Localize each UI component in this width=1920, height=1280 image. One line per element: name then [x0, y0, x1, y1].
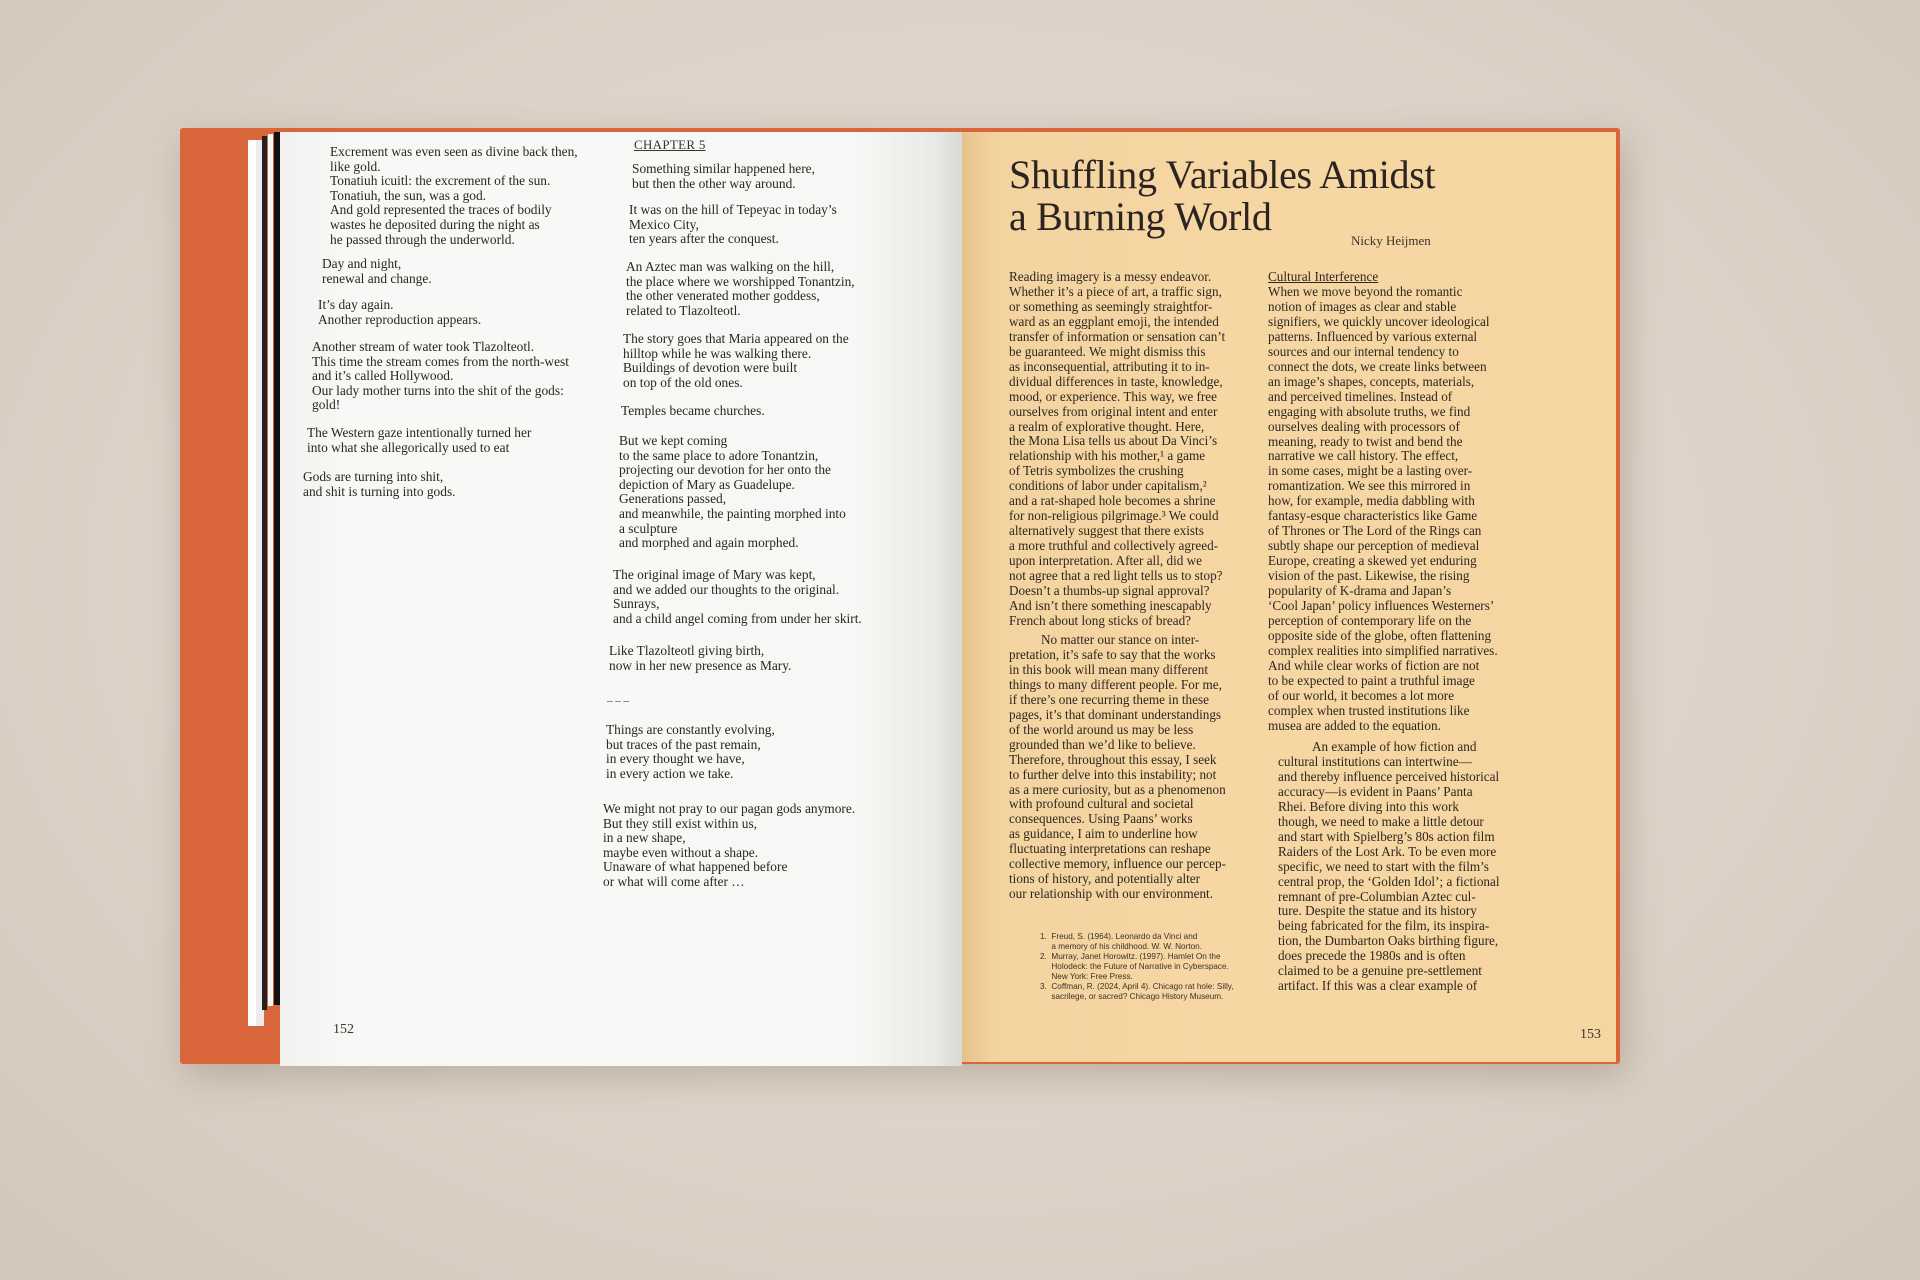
section-divider: – – – [607, 695, 629, 707]
left-column-2-block: Something similar happened here, but then the other way around. [632, 161, 815, 191]
left-column-1-block: Excrement was even seen as divine back then, like gold. Tonatiuh icuitl: the excrement of the sun. Tonatiuh, the sun, was a god. And gold represented the traces of bodily wastes he deposited during the night as he passed through the underworld. [330, 144, 578, 247]
page-number-right: 153 [1580, 1027, 1601, 1042]
left-column-2-block: It was on the hill of Tepeyac in today’s Mexico City, ten years after the conquest. [629, 202, 837, 247]
page-edge [268, 134, 273, 1006]
left-column-1-block: Another stream of water took Tlazolteotl. This time the stream comes from the north-west and it’s called Hollywood. Our lady mother turns into the shit of the gods: gold! [312, 339, 569, 413]
left-column-2-block: But we kept coming to the same place to adore Tonantzin, projecting our devotion for her onto the depiction of Mary as Guadelupe. Generations passed, and meanwhile, the painting morphed into a sculpture and morphed and again morphed. [619, 433, 846, 551]
left-column-1-block: Day and night, renewal and change. [322, 256, 432, 286]
footnotes: 1. Freud, S. (1964). Leonardo da Vinci and a memory of his childhood. W. W. Norton. 2. Murray, Janet Horowitz. (1997). Hamlet On the Holodeck: the Future of Narrative in Cyberspace. New York: Free Press. 3. Coffman, R. (2024, April 4). Chicago rat hole: Silly, sacrilege, or sacred? Chicago History Museum. [1040, 932, 1234, 1001]
left-column-1-block: The Western gaze intentionally turned her into what she allegorically used to eat [307, 425, 532, 455]
left-column-1-block: Gods are turning into shit, and shit is turning into gods. [303, 469, 456, 499]
left-column-2-block: The story goes that Maria appeared on the hilltop while he was walking there. Buildings of devotion were built on top of the old ones. [623, 331, 849, 390]
chapter-heading: CHAPTER 5 [634, 137, 706, 152]
left-column-2-block: The original image of Mary was kept, and we added our thoughts to the original. Sunrays, and a child angel coming from under her skirt. [613, 567, 862, 626]
essay-title: Shuffling Variables Amidst a Burning World [1009, 152, 1436, 239]
page-number-left: 152 [333, 1022, 354, 1037]
essay-paragraph: No matter our stance on inter- pretation, it’s safe to say that the works in this book will mean many different things to many different people. For me, if there’s one recurring theme in these pages, it’s that dominant understandings of the world around us may be less grounded than we’d like to believe. Therefore, throughout this essay, I seek to further delve into this instability; not as a mere curiosity, but as a phenomenon with profound cultural and societal consequences. Using Paans’ works as guidance, I aim to underline how fluctuating interpretations can reshape collective memory, influence our percep- tions of history, and potentially alter our relationship with our environment. [1009, 632, 1227, 902]
essay-paragraph: An example of how fiction and cultural institutions can intertwine— and thereby influence perceived historical accuracy—is evident in Paans’ Panta Rhei. Before diving into this work though, we need to make a little detour and start with Spielberg’s 80s action film Raiders of the Lost Ark. To be even more specific, we need to start with the film’s central prop, the ‘Golden Idol’; a fictional remnant of pre-Columbian Aztec cul- ture. Despite the statue and its history being fabricated for the film, its inspira- tion, the Dumbarton Oaks birthing figure, does precede the 1980s and is often claimed to be a genuine pre-settlement artifact. If this was a clear example of [1278, 739, 1500, 994]
essay-subheading: Cultural Interference [1268, 269, 1379, 284]
left-column-2-block: An Aztec man was walking on the hill, the place where we worshipped Tonantzin, the other venerated mother goddess, related to Tlazolteotl. [626, 259, 855, 318]
essay-author: Nicky Heijmen [1351, 233, 1431, 248]
left-column-2-block: Temples became churches. [621, 403, 765, 418]
left-column-2-block: Like Tlazolteotl giving birth, now in her new presence as Mary. [609, 643, 792, 673]
left-column-2-block: Things are constantly evolving, but traces of the past remain, in every thought we have, in every action we take. [606, 722, 775, 781]
page-edge-dark [262, 136, 267, 1010]
essay-paragraph: Reading imagery is a messy endeavor. Whether it’s a piece of art, a traffic sign, or something as seemingly straightfor- ward as an eggplant emoji, the intended transfer of information or sensation can’t be guaranteed. We might dismiss this as inconsequential, attributing it to in- dividual differences in taste, knowledge, mood, or experience. This way, we free ourselves from original intent and enter a realm of explorative thought. Here, the Mona Lisa tells us about Da Vinci’s relationship with his mother,¹ a game of Tetris symbolizes the crushing conditions of labor under capitalism,² and a rat-shaped hole becomes a shrine for non-religious pilgrimage.³ We could alternatively suggest that there exists a more truthful and collectively agreed- upon interpretation. After all, did we not agree that a red light tells us to stop? Doesn’t a thumbs-up signal approval? And isn’t there something inescapably French about long sticks of bread? [1009, 269, 1226, 628]
left-column-2-block: We might not pray to our pagan gods anymore. But they still exist within us, in a new shape, maybe even without a shape. Unaware of what happened before or what will come after … [603, 801, 856, 889]
page-edge [248, 140, 256, 1026]
essay-paragraph: When we move beyond the romantic notion of images as clear and stable signifiers, we quickly uncover ideological patterns. Influenced by various external sources and our internal tendency to connect the dots, we create links between an image’s shapes, concepts, materials, and perceived timelines. Instead of engaging with absolute truths, we find ourselves dealing with processors of meaning, ready to twist and bend the narrative we call history. The effect, in some cases, might be a lasting over- romantization. We see this mirrored in how, for example, media dabbling with fantasy-esque characteristics like Game of Thrones or The Lord of the Rings can subtly shape our perception of medieval Europe, creating a skewed yet enduring vision of the past. Likewise, the rising popularity of K-drama and Japan’s ‘Cool Japan’ policy influences Westerners’ perception of contemporary life on the opposite side of the globe, often flattening complex realities into simplified narratives. And while clear works of fiction are not to be expected to paint a truthful image of our world, it becomes a lot more complex when trusted institutions like musea are added to the equation. [1268, 284, 1498, 733]
left-column-1-block: It’s day again. Another reproduction appears. [318, 297, 482, 327]
